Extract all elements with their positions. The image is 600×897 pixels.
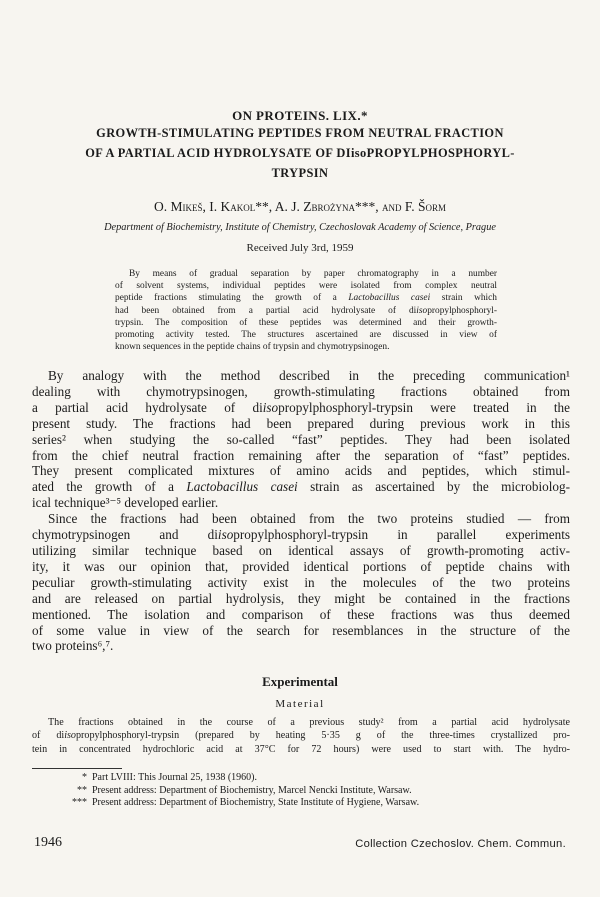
abstract-line: promoting activity tested. The structures ascertained are discussed in view of: [115, 330, 497, 341]
affiliation: Department of Biochemistry, Institute of Chemistry, Czechoslovak Academy of Science, Prague: [104, 222, 496, 233]
series-title: ON PROTEINS. LIX.*: [232, 108, 368, 123]
footnote-text: Present address: Department of Biochemistry, State Institute of Hygiene, Warsaw.: [92, 797, 420, 808]
abstract-line: of solvent systems, individual peptides were isolated from complex neutral: [115, 281, 497, 292]
paper-title-line-2: OF A PARTIAL ACID HYDROLYSATE OF DIisoPROPYLPHOSPHORYL-: [85, 146, 515, 160]
abstract-line: had been obtained from a partial acid hydrolysate of diisopropylphosphoryl-: [115, 305, 497, 316]
material-text: [32, 716, 570, 756]
body-line: and are released on partial hydrolysis, they might be contained in the fractions: [32, 590, 570, 606]
body-line: peculiar growth-stimulating activity exist in the molecules of the two proteins: [32, 574, 570, 590]
footnote-text: Part LVIII: This Journal 25, 1938 (1960).: [92, 772, 257, 783]
material-line: The fractions obtained in the course of a previous study² from a partial acid hydrolysate: [48, 717, 570, 728]
subsection-heading-material: Material: [275, 698, 325, 710]
abstract-line: peptide fractions stimulating the growth of a Lactobacillus casei strain which: [115, 293, 497, 304]
body-line: By analogy with the method described in the preceding communication¹: [48, 368, 570, 383]
body-line: dealing with chymotrypsinogen, growth-stimulating fractions obtained from: [32, 383, 570, 399]
footnote: [32, 772, 570, 785]
body-line: series² when studying the so-called “fast” peptides. They had been isolated: [32, 431, 570, 447]
paper-title-line-3: TRYPSIN: [271, 166, 329, 180]
material-line: of diisopropylphosphoryl-trypsin (prepared by heating 5·35 g of the three-times crystallized pro-: [32, 730, 570, 742]
body-line: utilizing similar technique based on identical assays of growth-promoting activ-: [32, 542, 570, 558]
footnote-mark: **: [77, 784, 87, 796]
body-line: ical technique³⁻⁵ developed earlier.: [32, 495, 219, 511]
footnote: [32, 797, 570, 810]
body-line: They present complicated mixtures of amino acids and peptides, which stimul-: [32, 463, 570, 479]
footnote-mark: *: [82, 772, 87, 783]
body-line: mentioned. The isolation and comparison of these fractions was thus deemed: [32, 606, 570, 622]
body-line: from the chief neutral fraction remaining after the separation of “fast” peptides.: [32, 447, 570, 463]
received-date: Received July 3rd, 1959: [246, 242, 354, 254]
footnote-divider: [32, 768, 122, 769]
body-line: present study. The fractions had been prepared during previous work in this: [32, 415, 570, 431]
abstract: [115, 268, 497, 353]
body-line: two proteins⁶,⁷.: [32, 638, 114, 654]
body-line: ated the growth of a Lactobacillus casei strain as ascertained by the microbiolog-: [32, 479, 570, 495]
footnote: [32, 785, 570, 798]
section-heading-experimental: Experimental: [262, 674, 338, 689]
abstract-line: trypsin. The composition of these peptides was determined and their growth-: [115, 317, 497, 328]
body-line: ity, it was our opinion that, provided identical portions of peptide chains with: [32, 558, 570, 574]
body-line: of some value in view of the search for resemblances in the structure of the: [32, 622, 570, 638]
abstract-line: known sequences in the peptide chains of trypsin and chymotrypsinogen.: [115, 342, 390, 353]
journal-name: Collection Czechoslov. Chem. Commun.: [355, 838, 566, 850]
page-number: 1946: [34, 835, 62, 850]
body-line: Since the fractions had been obtained from the two proteins studied — from: [48, 511, 570, 527]
material-line: tein in concentrated hydrochloric acid at 37°C for 72 hours) were used to start with. The hydro-: [32, 743, 570, 755]
abstract-line: By means of gradual separation by paper chromatography in a number: [129, 269, 497, 279]
footnote-text: Present address: Department of Biochemistry, Marcel Nencki Institute, Warsaw.: [92, 784, 412, 796]
paper-title-line-1: GROWTH-STIMULATING PEPTIDES FROM NEUTRAL FRACTION: [96, 126, 504, 140]
footnote-mark: ***: [72, 797, 87, 808]
body-line: a partial acid hydrolysate of diisopropylphosphoryl-trypsin were treated in the: [32, 399, 570, 415]
footnotes: [32, 772, 570, 810]
body-text: [32, 368, 570, 654]
body-line: chymotrypsinogen and diisopropylphosphoryl-trypsin in parallel experiments: [32, 527, 570, 543]
author-list: O. Mikeš, I. Kakol**, A. J. Zbrożyna***, and F. Šorm: [153, 199, 447, 214]
